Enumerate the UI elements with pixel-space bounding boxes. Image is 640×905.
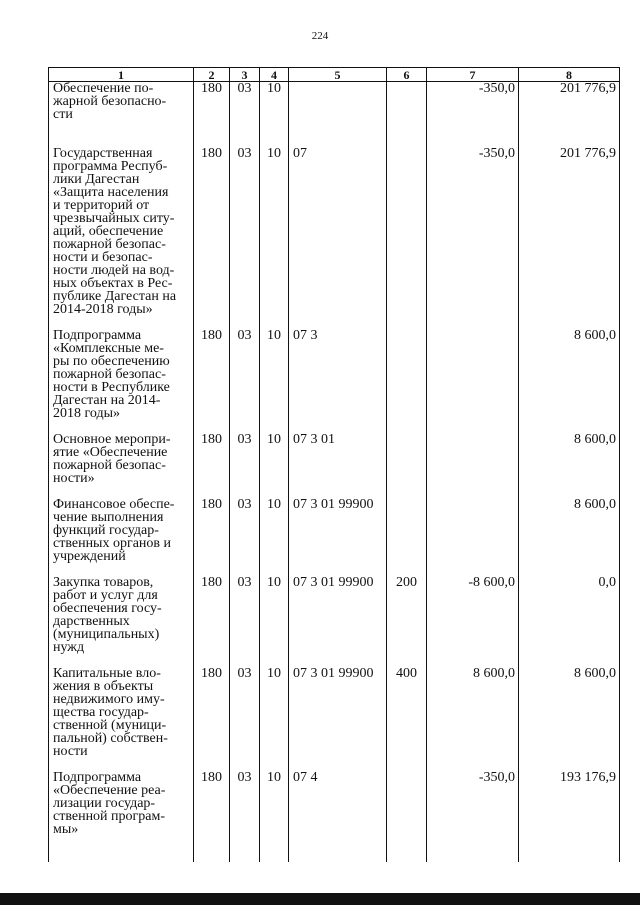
table-row (49, 147, 620, 329)
cell-col-2: 180 (194, 498, 230, 576)
cell-col-8: 193 176,9 (519, 771, 620, 862)
table-row (49, 82, 620, 147)
cell-col-8: 201 776,9 (519, 147, 620, 329)
row-name: Финансовое обеспе- чение выполнения функций государ- ственных органов и учреждений (49, 498, 194, 576)
table-row (49, 498, 620, 576)
cell-col-5: 07 3 01 99900 (289, 498, 387, 576)
row-name: Капитальные вло- жения в объекты недвижимого иму- щества государ- ственной (муници- пальной) собствен- ности (49, 667, 194, 771)
cell-col-8: 0,0 (519, 576, 620, 667)
cell-col-7 (427, 433, 519, 498)
cell-col-4: 10 (260, 82, 289, 147)
cell-col-4: 10 (260, 667, 289, 771)
cell-col-5: 07 3 01 99900 (289, 667, 387, 771)
cell-col-4: 10 (260, 147, 289, 329)
cell-col-6 (387, 498, 427, 576)
cell-col-3: 03 (230, 498, 260, 576)
page-number: 224 (311, 30, 329, 42)
cell-col-8: 8 600,0 (519, 498, 620, 576)
cell-col-4: 10 (260, 433, 289, 498)
cell-col-8: 8 600,0 (519, 329, 620, 433)
table-row (49, 329, 620, 433)
row-name: Основное меропри- ятие «Обеспечение пожарной безопас- ности» (49, 433, 194, 498)
cell-col-7 (427, 498, 519, 576)
cell-col-8: 8 600,0 (519, 433, 620, 498)
column-header: 7 (427, 68, 519, 82)
cell-col-3: 03 (230, 82, 260, 147)
column-header: 3 (230, 68, 260, 82)
cell-col-6 (387, 147, 427, 329)
budget-table (48, 67, 620, 862)
cell-col-7: 8 600,0 (427, 667, 519, 771)
table-row (49, 667, 620, 771)
cell-col-5 (289, 82, 387, 147)
cell-col-7: -350,0 (427, 771, 519, 862)
cell-col-7: -8 600,0 (427, 576, 519, 667)
cell-col-8: 8 600,0 (519, 667, 620, 771)
column-header: 1 (49, 68, 194, 82)
cell-col-3: 03 (230, 433, 260, 498)
cell-col-5: 07 3 (289, 329, 387, 433)
cell-col-4: 10 (260, 771, 289, 862)
cell-col-6: 400 (387, 667, 427, 771)
table-row (49, 771, 620, 862)
cell-col-5: 07 3 01 (289, 433, 387, 498)
cell-col-5: 07 3 01 99900 (289, 576, 387, 667)
column-header: 4 (260, 68, 289, 82)
cell-col-2: 180 (194, 771, 230, 862)
column-header: 8 (519, 68, 620, 82)
cell-col-7: -350,0 (427, 82, 519, 147)
cell-col-2: 180 (194, 329, 230, 433)
cell-col-7: -350,0 (427, 147, 519, 329)
cell-col-2: 180 (194, 667, 230, 771)
row-name: Подпрограмма «Комплексные ме- ры по обеспечению пожарной безопас- ности в Республике Дагестан на 2014- 2018 годы» (49, 329, 194, 433)
cell-col-8: 201 776,9 (519, 82, 620, 147)
header-row (49, 68, 620, 82)
cell-col-3: 03 (230, 329, 260, 433)
row-name: Обеспечение по- жарной безопасно- сти (49, 82, 194, 147)
cell-col-2: 180 (194, 433, 230, 498)
column-header: 2 (194, 68, 230, 82)
cell-col-7 (427, 329, 519, 433)
column-header: 6 (387, 68, 427, 82)
scan-bottom-border (0, 893, 640, 905)
cell-col-3: 03 (230, 147, 260, 329)
cell-col-2: 180 (194, 82, 230, 147)
cell-col-4: 10 (260, 576, 289, 667)
cell-col-3: 03 (230, 771, 260, 862)
cell-col-2: 180 (194, 576, 230, 667)
cell-col-6 (387, 771, 427, 862)
cell-col-4: 10 (260, 329, 289, 433)
cell-col-6 (387, 433, 427, 498)
cell-col-6 (387, 82, 427, 147)
table-row (49, 576, 620, 667)
cell-col-3: 03 (230, 576, 260, 667)
cell-col-5: 07 4 (289, 771, 387, 862)
cell-col-2: 180 (194, 147, 230, 329)
row-name: Государственная программа Респуб- лики Дагестан «Защита населения и территорий от чрезвычайных ситу- аций, обеспечение пожарной безопас- ности и безопас- ности людей на вод- ных объектах в Рес- публике Дагестан на 2014-2018 годы» (49, 147, 194, 329)
row-name: Подпрограмма «Обеспечение реа- лизации государ- ственной програм- мы» (49, 771, 194, 862)
cell-col-6: 200 (387, 576, 427, 667)
cell-col-5: 07 (289, 147, 387, 329)
cell-col-4: 10 (260, 498, 289, 576)
column-header: 5 (289, 68, 387, 82)
cell-col-3: 03 (230, 667, 260, 771)
row-name: Закупка товаров, работ и услуг для обеспечения госу- дарственных (муниципальных) нужд (49, 576, 194, 667)
table-row (49, 433, 620, 498)
cell-col-6 (387, 329, 427, 433)
